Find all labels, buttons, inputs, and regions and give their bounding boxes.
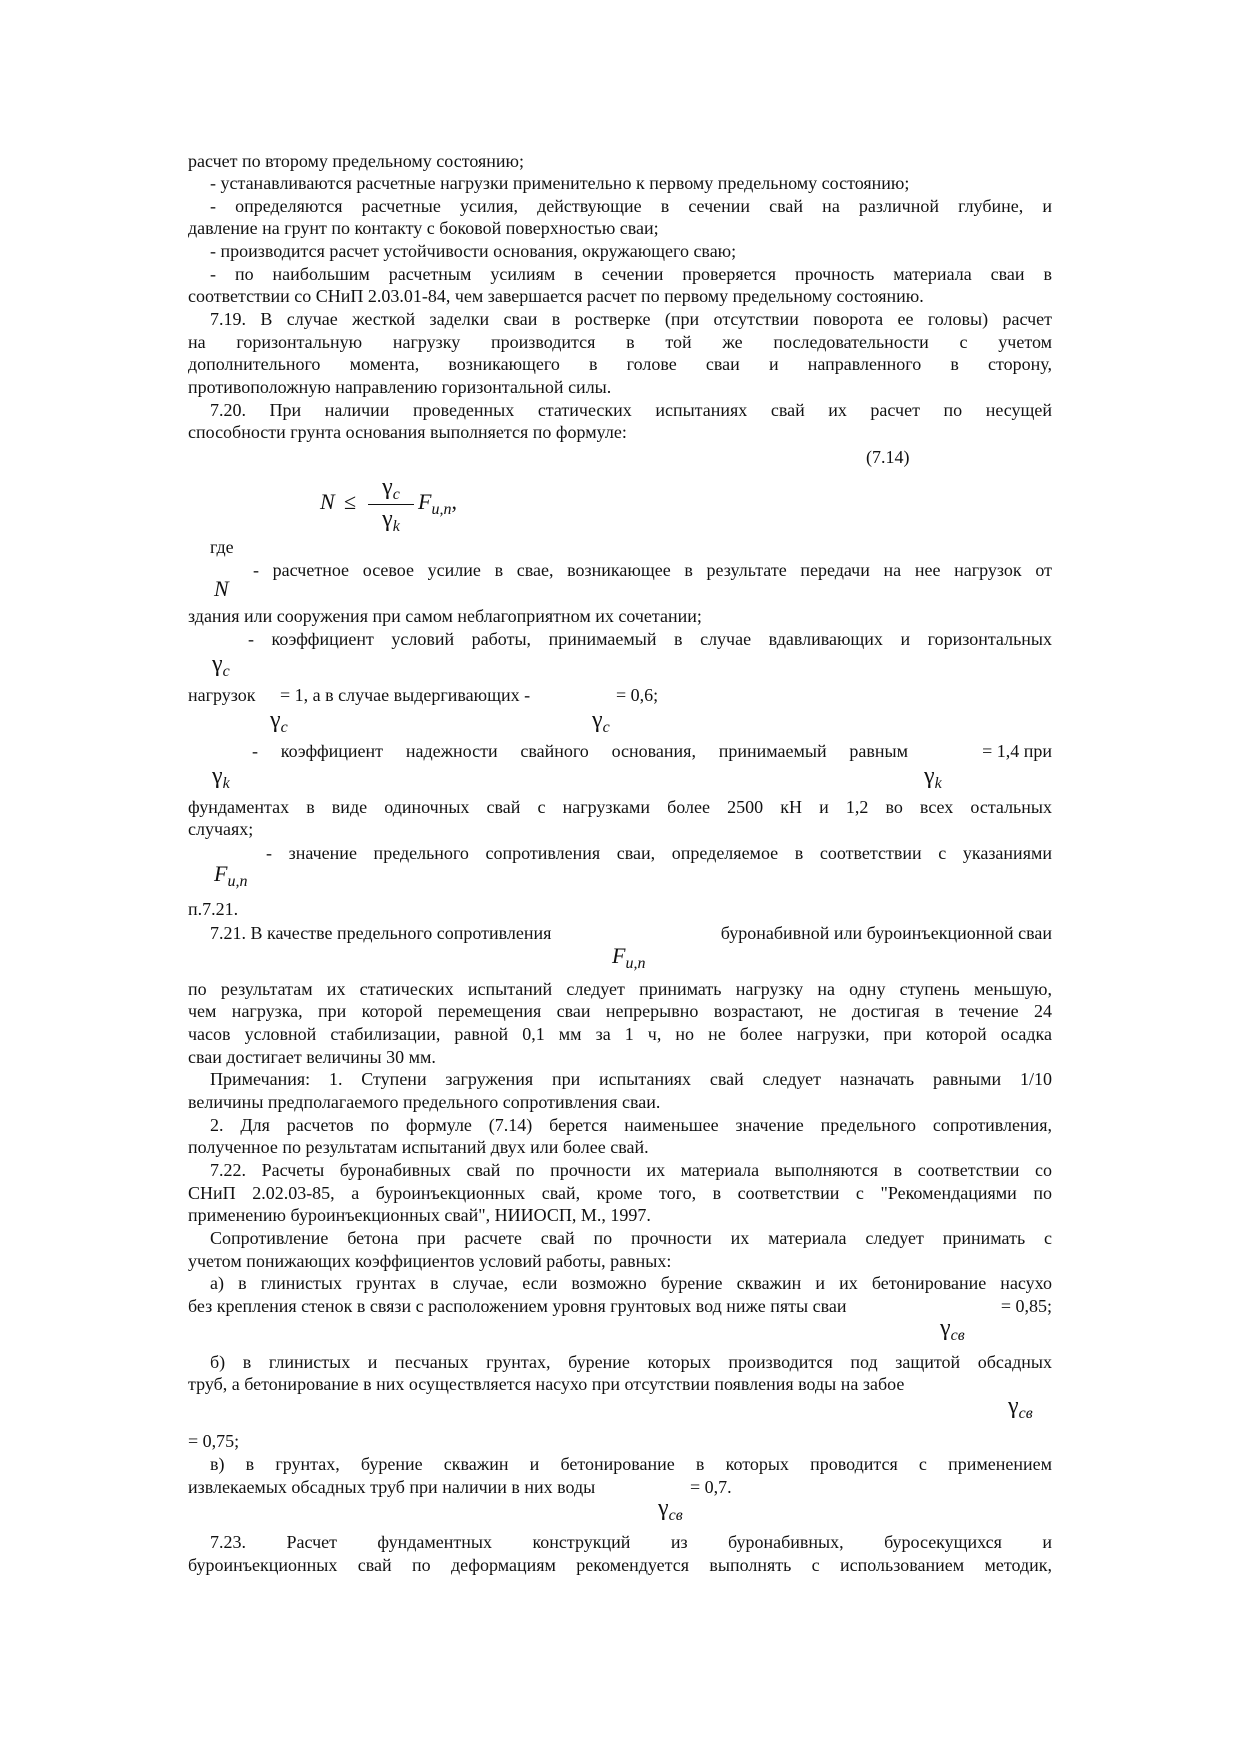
text-line: 7.22. Расчеты буронабивных свай по прочности их материала выполняются в соответствии со <box>210 1160 1052 1180</box>
text-line: в) в грунтах, бурение скважин и бетонирование в которых проводится с применением <box>210 1454 1052 1474</box>
text-line: = 1, а в случае выдергивающих - <box>280 685 531 705</box>
gamma-symbol: γ <box>212 651 223 677</box>
text-line: - коэффициент надежности свайного основания, принимаемый равным <box>252 741 908 761</box>
text-line: часов условной стабилизации, равной 0,1 мм за 1 ч, но не более нагрузки, при которой осадка <box>188 1024 1052 1044</box>
text-line: СНиП 2.02.03-85, а буроинъекционных свай, кроме того, в соответствии с "Рекомендациями по <box>188 1183 1052 1203</box>
subscript: св <box>950 1327 965 1344</box>
formula-comma: , <box>451 489 457 514</box>
subscript: u,n <box>431 501 452 518</box>
subscript: c <box>602 719 610 736</box>
gamma-symbol: γ <box>658 1495 669 1521</box>
formula-F-letter: F <box>418 489 432 514</box>
text-line: = 0,75; <box>188 1431 240 1451</box>
text-line: - по наибольшим расчетным усилиям в сечении проверяется прочность материала сваи в <box>210 264 1052 284</box>
text-line: = 0,6; <box>616 685 659 705</box>
symbol-F-un <box>612 944 645 971</box>
text-line: нагрузок <box>188 685 256 705</box>
text-line: труб, а бетонирование в них осуществляется насухо при отсутствии появления воды на забое <box>188 1374 905 1394</box>
gamma-symbol: γ <box>382 474 393 500</box>
text-line: чем нагрузка, при которой перемещения сваи непрерывно возрастают, не достигая в течение 24 <box>188 1001 1052 1021</box>
gamma-symbol: γ <box>924 763 935 789</box>
text-line: где <box>210 537 234 557</box>
symbol-gamma-c <box>270 708 288 735</box>
fraction-bar <box>368 504 414 505</box>
text-line: без крепления стенок в связи с расположением уровня грунтовых вод ниже пяты сваи <box>188 1296 847 1316</box>
text-line: п.7.21. <box>188 899 239 919</box>
subscript: u,n <box>227 873 248 890</box>
gamma-symbol: γ <box>1008 1393 1019 1419</box>
text-line: учетом понижающих коэффициентов условий работы, равных: <box>188 1251 672 1271</box>
symbol-gamma-c <box>592 708 610 735</box>
subscript: k <box>222 775 230 792</box>
symbol-gamma-sv <box>940 1316 965 1343</box>
subscript: c <box>280 719 288 736</box>
text-line: дополнительного момента, возникающего в голове сваи и направленного в сторону, <box>188 354 1052 374</box>
symbol-gamma-k <box>212 764 230 791</box>
text-line: по результатам их статических испытаний следует принимать нагрузку на одну ступень меньшую, <box>188 979 1052 999</box>
subscript: св <box>668 1507 683 1524</box>
text-line: б) в глинистых и песчаных грунтах, бурение которых производится под защитой обсадных <box>210 1352 1052 1372</box>
text-line: применению буроинъекционных свай", НИИОСП, М., 1997. <box>188 1205 651 1225</box>
text-line: расчет по второму предельному состоянию; <box>188 151 524 171</box>
formula-7-14 <box>320 474 480 534</box>
symbol-gamma-sv <box>1008 1394 1033 1421</box>
text-line: противоположную направлению горизонтальной силы. <box>188 377 612 397</box>
gamma-symbol: γ <box>592 707 603 733</box>
subscript: k <box>392 518 400 535</box>
subscript: c <box>222 663 230 680</box>
text-line: фундаментах в виде одиночных свай с нагрузками более 2500 кН и 1,2 во всех остальных <box>188 797 1052 817</box>
text-line: = 0,7. <box>690 1477 732 1497</box>
text-line: - коэффициент условий работы, принимаемый в случае вдавливающих и горизонтальных <box>248 629 1052 649</box>
text-line: 7.21. В качестве предельного сопротивления <box>210 923 552 943</box>
formula-N: N <box>320 489 335 514</box>
symbol-N: N <box>214 576 229 601</box>
text-line: а) в глинистых грунтах в случае, если возможно бурение скважин и их бетонирование насухо <box>210 1273 1052 1293</box>
text-line: случаях; <box>188 819 254 839</box>
text-line: - производится расчет устойчивости основания, окружающего сваю; <box>210 241 737 261</box>
text-line: сваи достигает величины 30 мм. <box>188 1047 436 1067</box>
subscript: u,n <box>625 955 646 972</box>
text-line: полученное по результатам испытаний двух или более свай. <box>188 1137 649 1157</box>
text-line: 2. Для расчетов по формуле (7.14) берется наименьшее значение предельного сопротивления, <box>210 1115 1052 1135</box>
text-line: буронабивной или буроинъекционной сваи <box>720 923 1052 943</box>
formula-le: ≤ <box>344 489 357 514</box>
gamma-symbol: γ <box>940 1315 951 1341</box>
subscript: св <box>1018 1405 1033 1422</box>
text-line: соответствии со СНиП 2.03.01-84, чем завершается расчет по первому предельному состоянию. <box>188 286 924 306</box>
subscript: k <box>934 775 942 792</box>
text-line: давление на грунт по контакту с боковой поверхностью сваи; <box>188 218 659 238</box>
text-line: 7.23. Расчет фундаментных конструкций из буронабивных, буросекущихся и <box>210 1532 1052 1552</box>
text-line: Примечания: 1. Ступени загружения при испытаниях свай следует назначать равными 1/10 <box>210 1069 1052 1089</box>
text-line: - устанавливаются расчетные нагрузки применительно к первому предельному состоянию; <box>210 173 910 193</box>
subscript: c <box>392 486 400 503</box>
text-line: - определяются расчетные усилия, действующие в сечении свай на различной глубине, и <box>210 196 1052 216</box>
equation-number: (7.14) <box>866 447 910 467</box>
text-line: буроинъекционных свай по деформациям рекомендуется выполнять с использованием методик, <box>188 1555 1052 1575</box>
text-line: Сопротивление бетона при расчете свай по прочности их материала следует принимать с <box>210 1228 1052 1248</box>
text-line: 7.19. В случае жесткой заделки сваи в ростверке (при отсутствии поворота ее головы) расчет <box>210 309 1052 329</box>
text-line: - расчетное осевое усилие в свае, возникающее в результате передачи на нее нагрузок от <box>253 560 1052 580</box>
gamma-symbol: γ <box>270 707 281 733</box>
text-line: = 1,4 при <box>982 741 1052 761</box>
symbol-gamma-c <box>212 652 230 679</box>
symbol-gamma-sv <box>658 1496 683 1523</box>
formula-F-letter: F <box>214 861 228 886</box>
gamma-symbol: γ <box>212 763 223 789</box>
text-line: = 0,85; <box>1000 1296 1052 1316</box>
text-line: способности грунта основания выполняется по формуле: <box>188 422 627 442</box>
text-line: извлекаемых обсадных труб при наличии в них воды <box>188 1477 596 1497</box>
formula-F <box>418 490 457 517</box>
text-line: - значение предельного сопротивления сваи, определяемое в соответствии с указаниями <box>266 843 1052 863</box>
formula-F-letter: F <box>612 943 626 968</box>
gamma-symbol: γ <box>382 506 393 532</box>
text-line: величины предполагаемого предельного сопротивления сваи. <box>188 1092 661 1112</box>
symbol-gamma-k <box>924 764 942 791</box>
text-line: здания или сооружения при самом неблагоприятном их сочетании; <box>188 606 702 626</box>
symbol-F-un <box>214 862 247 889</box>
text-line: на горизонтальную нагрузку производится в той же последовательности с учетом <box>188 332 1052 352</box>
text-line: 7.20. При наличии проведенных статических испытаниях свай их расчет по несущей <box>210 400 1052 420</box>
